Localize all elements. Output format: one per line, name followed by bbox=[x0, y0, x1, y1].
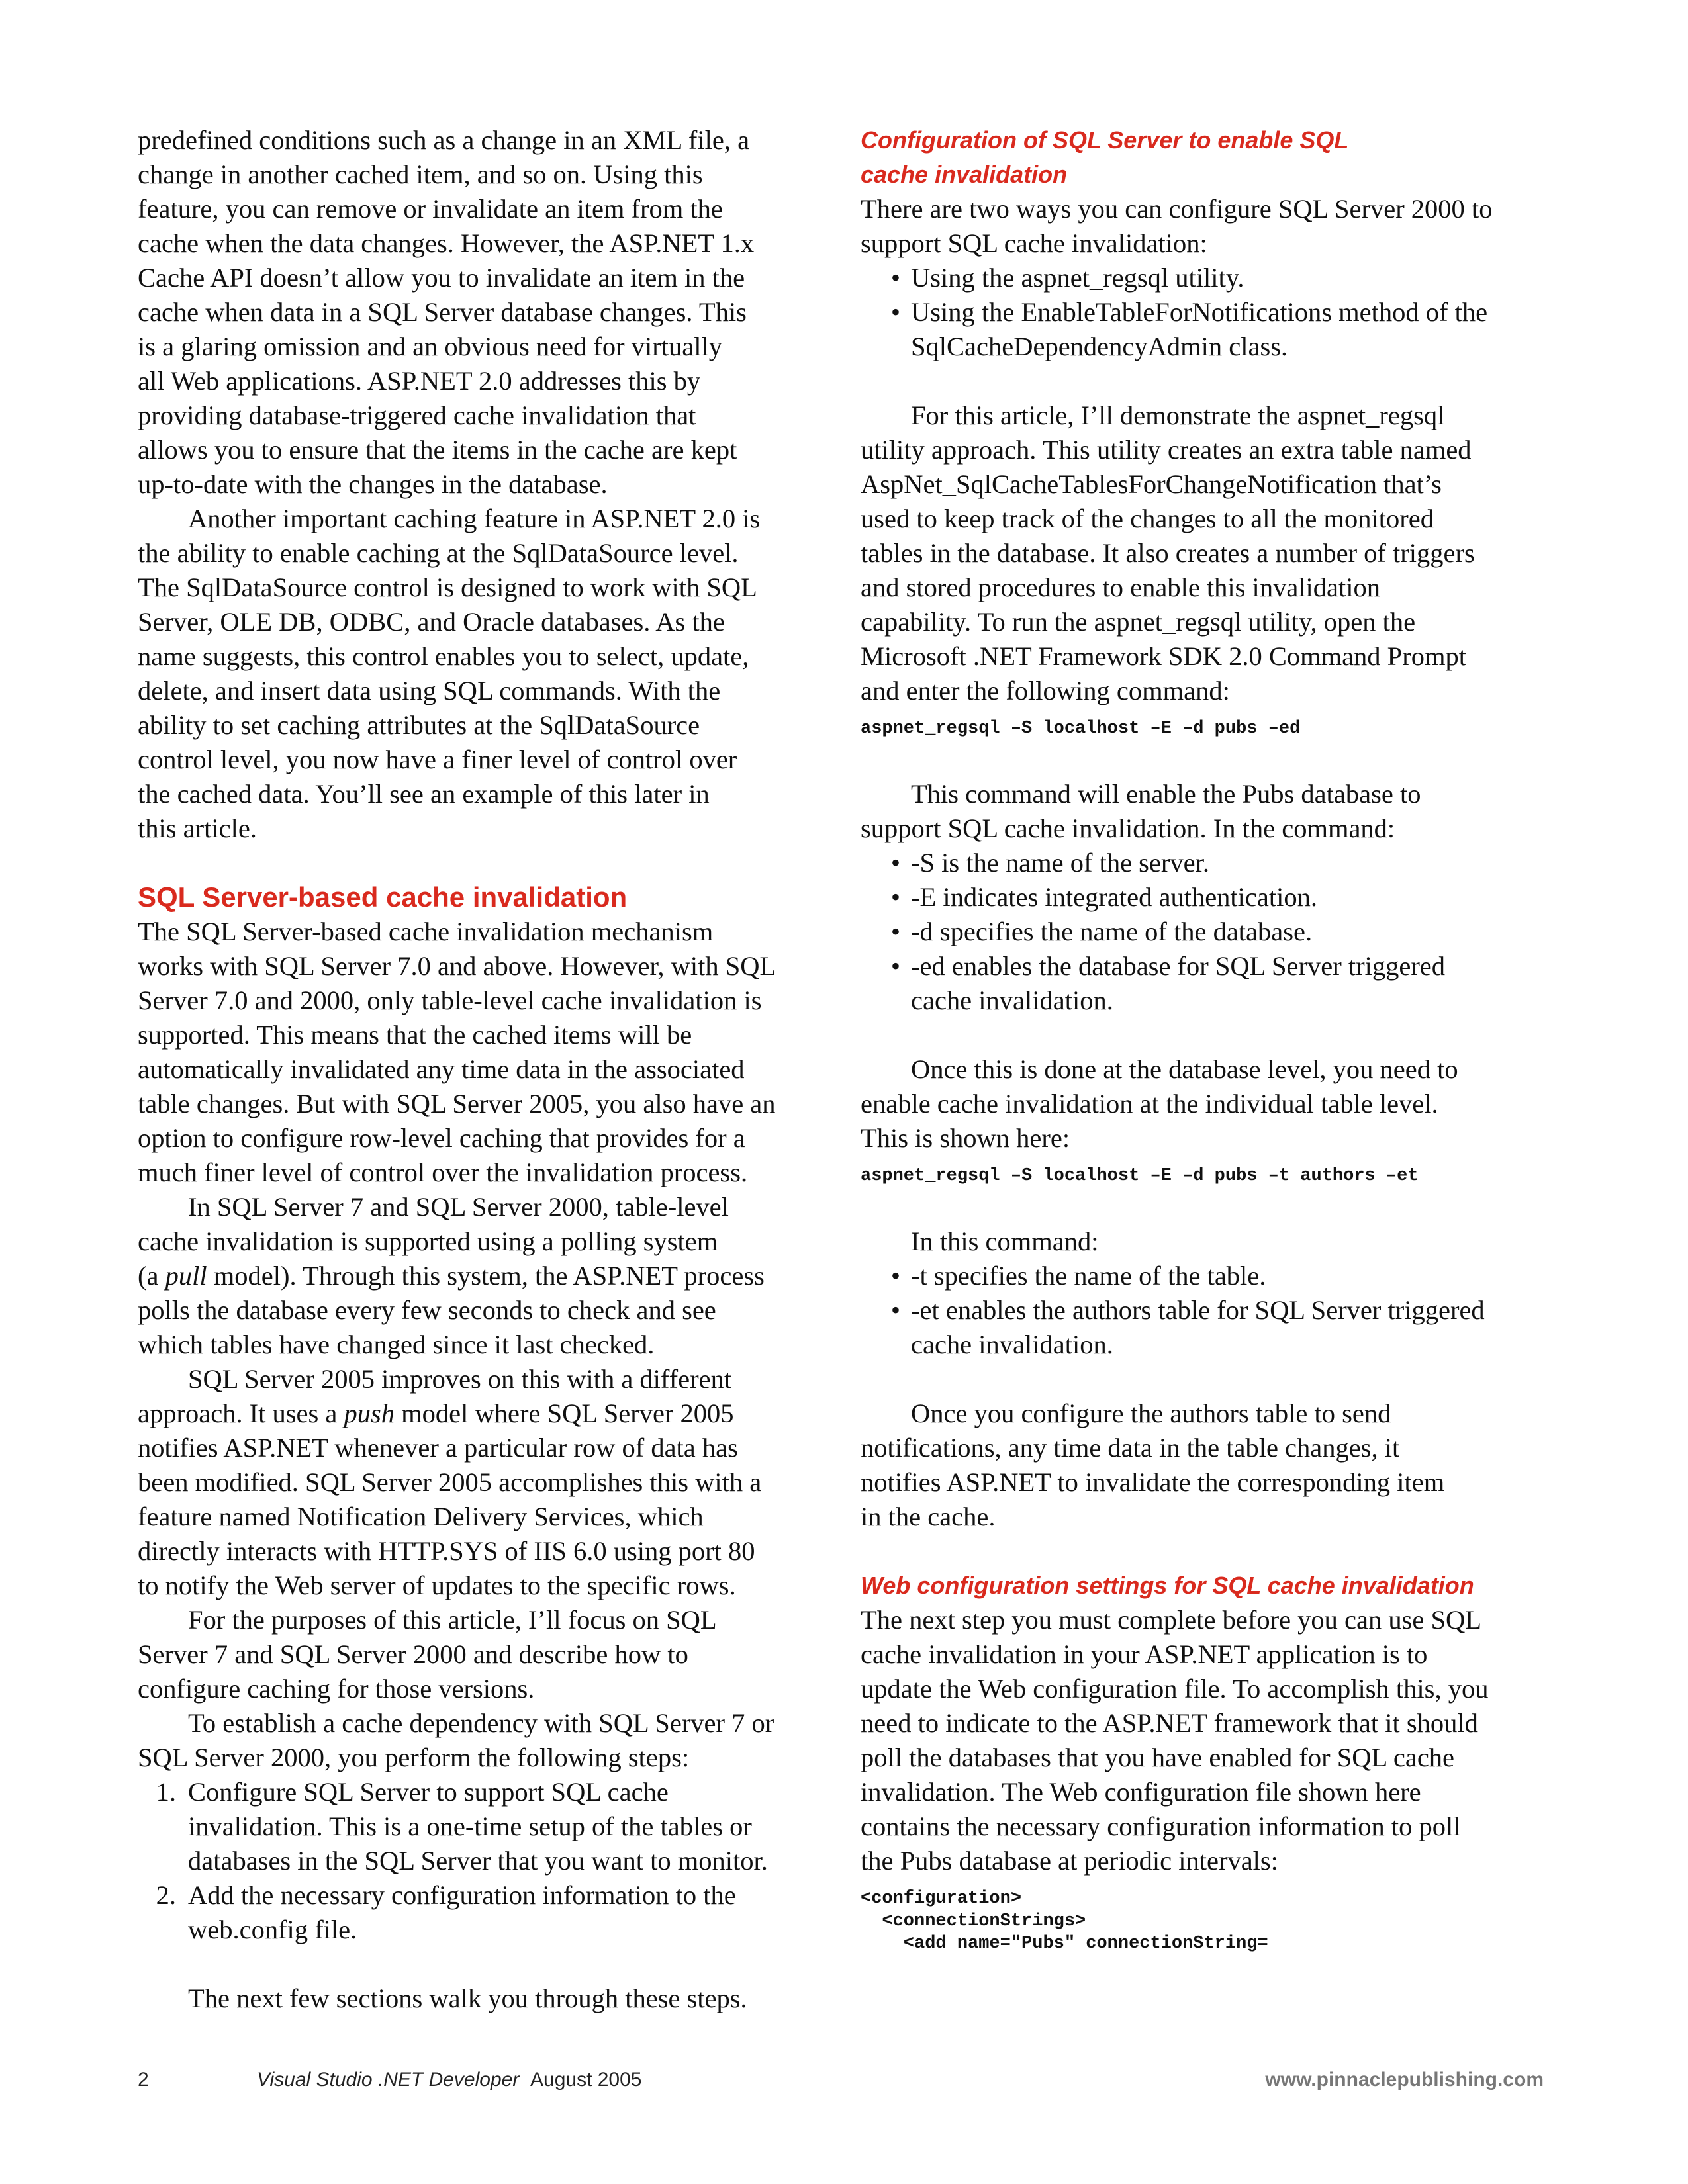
paragraph-two-ways: There are two ways you can configure SQL Server 2000 to support SQL cache invalidation: bbox=[861, 194, 1493, 258]
publisher-url[interactable]: www.pinnaclepublishing.com bbox=[1265, 2069, 1544, 2091]
paragraph-web-config: The next step you must complete before you can use SQL cache invalidation in your ASP.NET application is to update the Web configuration file. To accomplish this, you need to indicate to the ASP.NET framework that it should poll the databases that you have enabled for SQL cache invalidation. The Web configuration file shown here contains the necessary configuration information to poll the Pubs database at periodic intervals: bbox=[861, 1605, 1489, 1876]
list-item: • -ed enables the database for SQL Server triggered cache invalidation. bbox=[861, 949, 1556, 1018]
paragraph-next-sections: The next few sections walk you through these steps. bbox=[188, 1983, 747, 2013]
left-column bbox=[138, 123, 833, 2016]
bullet-icon: • bbox=[890, 297, 900, 327]
paragraph-regsql-utility: For this article, I’ll demonstrate the aspnet_regsql utility approach. This utility creates an extra table named AspNet_SqlCacheTablesForChangeNotification that’s used to keep track of the changes to all the monitored tables in the database. It also creates a number of triggers and stored procedures to enable this invalidation capability. To run the aspnet_regsql utility, open the Microsoft .NET Framework SDK 2.0 Command Prompt and enter the following command: bbox=[861, 400, 1475, 705]
bullet-icon: • bbox=[890, 1261, 900, 1291]
section-heading-configuration-cont: cache invalidation bbox=[861, 161, 1068, 188]
page-number: 2 bbox=[138, 2069, 149, 2091]
bullet-icon: • bbox=[890, 263, 900, 293]
code-command-table: aspnet_regsql –S localhost –E –d pubs –t authors –et bbox=[861, 1166, 1419, 1186]
list-item: 1. Configure SQL Server to support SQL cache invalidation. This is a one-time setup of the tables or databases in the SQL Server that you want to monitor. bbox=[156, 1777, 768, 1876]
bullet-list-table-options bbox=[861, 1259, 1556, 1362]
section-heading-web-configuration: Web configuration settings for SQL cache invalidation bbox=[861, 1572, 1474, 1599]
paragraph-mechanism: The SQL Server-based cache invalidation mechanism works with SQL Server 7.0 and above. However, with SQL Server 7.0 and 2000, only table-level cache invalidation is supported. This means that the cached items will be automatically invalidated any time data in the associated table changes. But with SQL Server 2005, you also have an option to configure row-level caching that provides for a much finer level of control over the invalidation process. bbox=[138, 917, 776, 1187]
code-command-database: aspnet_regsql –S localhost –E –d pubs –ed bbox=[861, 719, 1301, 739]
list-item: • -t specifies the name of the table. bbox=[861, 1259, 1556, 1293]
list-item: • Using the EnableTableForNotifications method of the SqlCacheDependencyAdmin class. bbox=[861, 295, 1556, 364]
paragraph-polling: In SQL Server 7 and SQL Server 2000, table-level cache invalidation is supported using a polling system (a pull model). Through this system, the ASP.NET process polls the database every few seconds to check and see which tables have changed since it last checked. bbox=[138, 1192, 765, 1359]
bullet-list-options bbox=[861, 846, 1556, 1018]
list-item: • Using the aspnet_regsql utility. bbox=[861, 261, 1556, 295]
paragraph-intro: predefined conditions such as a change in an XML file, a change in another cached item, and so on. Using this feature, you can remove or invalidate an item from the cache when the data changes. However, the ASP.NET 1.x Cache API doesn’t allow you to invalidate an item in the cache when data in a SQL Server database changes. This is a glaring omission and an obvious need for virtually all Web applications. ASP.NET 2.0 addresses this by providing database-triggered cache invalidation that allows you to ensure that the items in the cache are kept up-to-date with the changes in the database. bbox=[138, 125, 755, 499]
bullet-icon: • bbox=[890, 848, 900, 878]
list-item: • -d specifies the name of the database. bbox=[861, 915, 1556, 949]
bullet-icon: • bbox=[890, 882, 900, 912]
paragraph-table-level: Once this is done at the database level, you need to enable cache invalidation at the individual table level. This is shown here: bbox=[861, 1054, 1458, 1153]
paragraph-push-model: SQL Server 2005 improves on this with a different approach. It uses a push model where SQL Server 2005 notifies ASP.NET whenever a particular row of data has been modified. SQL Server 2005 accomplishes this with a feature named Notification Delivery Services, which directly interacts with HTTP.SYS of IIS 6.0 using port 80 to notify the Web server of updates to the specific rows. bbox=[138, 1364, 762, 1600]
paragraph-establish: To establish a cache dependency with SQL Server 7 or SQL Server 2000, you perform the following steps: bbox=[138, 1708, 774, 1772]
paragraph-sqldatasource: Another important caching feature in ASP.NET 2.0 is the ability to enable caching at the SqlDataSource level. The SqlDataSource control is designed to work with SQL Server, OLE DB, ODBC, and Oracle databases. As the name suggests, this control enables you to select, update, delete, and insert data using SQL commands. With the ability to set caching attributes at the SqlDataSource control level, you now have a finer level of control over the cached data. You’ll see an example of this later in this article. bbox=[138, 504, 761, 843]
paragraph-authors-table: Once you configure the authors table to send notifications, any time data in the table changes, it notifies ASP.NET to invalidate the corresponding item in the cache. bbox=[861, 1398, 1445, 1531]
paragraph-enable-pubs: This command will enable the Pubs database to support SQL cache invalidation. In the command: bbox=[861, 779, 1421, 843]
right-column bbox=[861, 123, 1556, 1955]
section-heading-configuration: Configuration of SQL Server to enable SQL bbox=[861, 126, 1349, 154]
numbered-steps-list bbox=[138, 1775, 833, 1947]
bullet-icon: • bbox=[890, 917, 900, 946]
bullet-icon: • bbox=[890, 951, 900, 981]
paragraph-in-this-command: In this command: bbox=[911, 1226, 1099, 1256]
section-heading-sql-server-invalidation: SQL Server-based cache invalidation bbox=[138, 882, 628, 913]
code-web-config: <configuration> <connectionStrings> <add name="Pubs" connectionString= bbox=[861, 1889, 1268, 1954]
list-item: • -et enables the authors table for SQL Server triggered cache invalidation. bbox=[861, 1293, 1556, 1362]
publication-info: Visual Studio .NET Developer August 2005 bbox=[257, 2069, 642, 2091]
bullet-list-methods bbox=[861, 261, 1556, 364]
bullet-icon: • bbox=[890, 1295, 900, 1325]
paragraph-focus: For the purposes of this article, I’ll focus on SQL Server 7 and SQL Server 2000 and describe how to configure caching for those versions. bbox=[138, 1605, 717, 1704]
list-item: • -E indicates integrated authentication. bbox=[861, 880, 1556, 915]
list-item: 2. Add the necessary configuration information to the web.config file. bbox=[156, 1880, 736, 1944]
page-footer bbox=[138, 2069, 1544, 2102]
list-item: • -S is the name of the server. bbox=[861, 846, 1556, 880]
